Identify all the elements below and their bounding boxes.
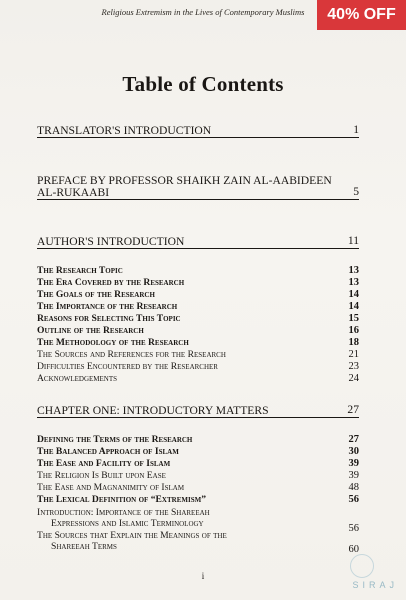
toc-entry: The Goals of the Research 14 <box>37 289 359 300</box>
toc-section-preface <box>37 175 359 200</box>
section-title: CHAPTER ONE: INTRODUCTORY MATTERS <box>37 404 269 417</box>
discount-badge: 40% OFF <box>317 0 406 30</box>
section-title: AUTHOR'S INTRODUCTION <box>37 235 185 248</box>
toc-entry: Acknowledgements 24 <box>37 373 359 384</box>
toc-entry: The Ease and Magnanimity of Islam 48 <box>37 482 359 493</box>
toc-entry: Reasons for Selecting This Topic 15 <box>37 313 359 324</box>
toc-section-translator <box>37 125 359 138</box>
toc-entry: The Sources and References for the Research 21 <box>37 349 359 360</box>
toc-entry: The Methodology of the Research 18 <box>37 337 359 348</box>
page-number: i <box>201 571 205 581</box>
section-title: PREFACE BY PROFESSOR SHAIKH ZAIN AL-AABIDEEN AL-RUKAABI <box>37 174 332 199</box>
toc-section-chapter-one <box>37 405 359 418</box>
section-page: 5 <box>353 185 359 198</box>
toc-entry: Outline of the Research 16 <box>37 325 359 336</box>
toc-section-author <box>37 236 359 249</box>
watermark-logo: SIRAJ <box>352 580 398 590</box>
section-page: 11 <box>347 234 359 247</box>
toc-entry: Defining the Terms of the Research 27 <box>37 434 359 445</box>
section-page: 1 <box>353 123 359 136</box>
toc-entry: The Religion Is Built upon Ease 39 <box>37 470 359 481</box>
toc-entry: Introduction: Importance of the Shareeah Expressions and Islamic Terminology 56 <box>37 507 359 534</box>
toc-entry: Difficulties Encountered by the Researcher 23 <box>37 361 359 372</box>
running-head: Religious Extremism in the Lives of Contemporary Muslims <box>101 7 305 17</box>
page-title: Table of Contents <box>122 72 284 96</box>
lamp-icon <box>350 554 374 578</box>
toc-entry: The Importance of the Research 14 <box>37 301 359 312</box>
toc-entry: The Balanced Approach of Islam 30 <box>37 446 359 457</box>
toc-entry: The Research Topic 13 <box>37 265 359 276</box>
section-title: TRANSLATOR'S INTRODUCTION <box>37 124 212 137</box>
toc-entry: The Ease and Facility of Islam 39 <box>37 458 359 469</box>
section-page: 27 <box>347 403 359 416</box>
toc-entry: The Lexical Definition of “Extremism” 56 <box>37 494 359 505</box>
toc-entry: The Sources that Explain the Meanings of the Shareeah Terms 60 <box>37 530 359 555</box>
toc-entry: The Era Covered by the Research 13 <box>37 277 359 288</box>
